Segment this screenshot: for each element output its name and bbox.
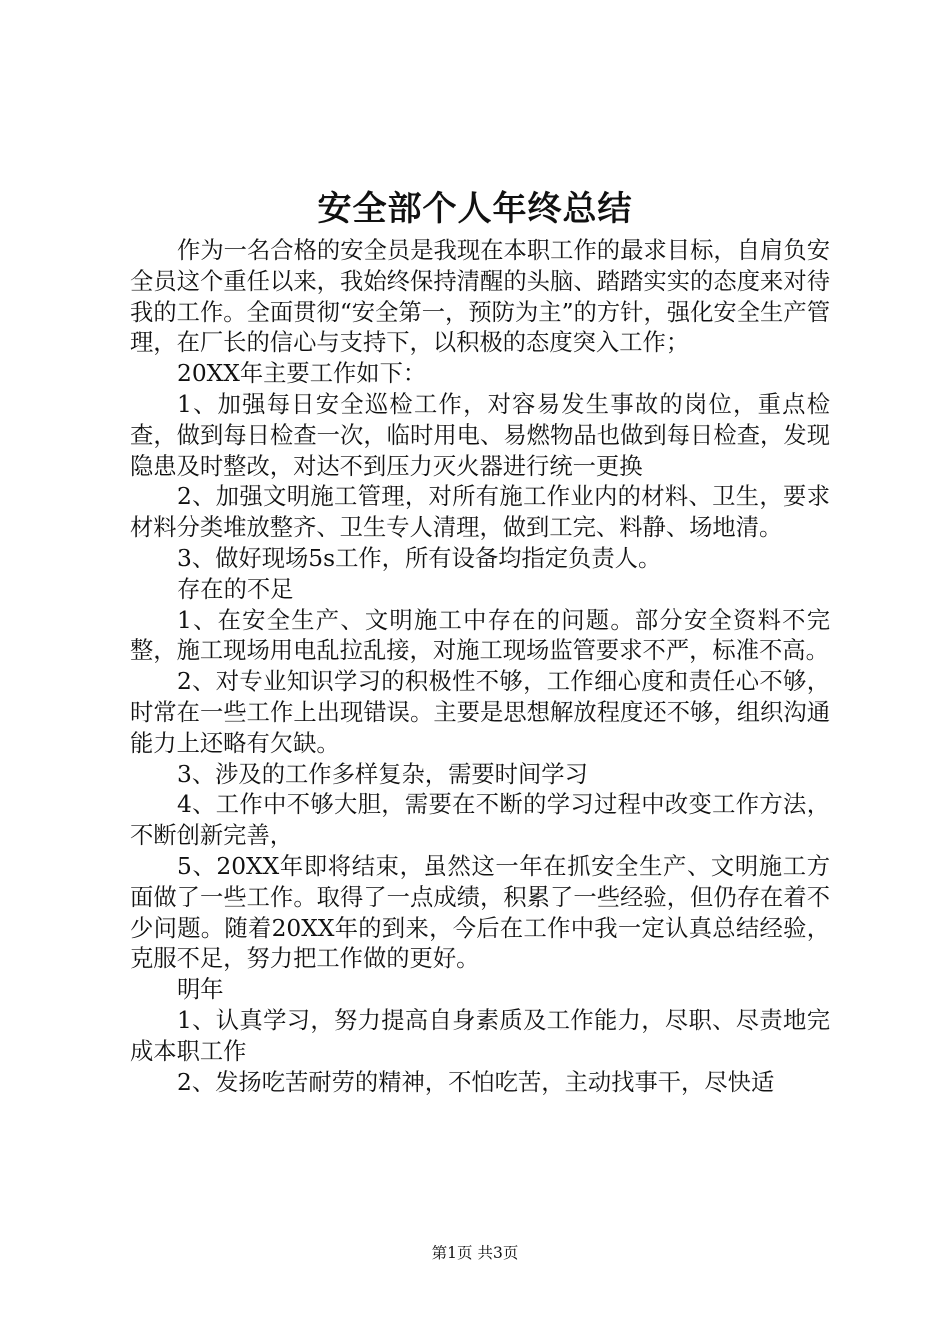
- paragraph-work-item-2: 2、加强文明施工管理，对所有施工作业内的材料、卫生，要求材料分类堆放整齐、卫生专人清理，做到工完、料静、场地清。: [130, 483, 830, 542]
- paragraph-intro: 作为一名合格的安全员是我现在本职工作的最求目标，自肩负安全员这个重任以来，我始终保持清醒的头脑、踏踏实实的态度来对待我的工作。全面贯彻“安全第一，预防为主”的方针，强化安全生产管理，在厂长的信心与支持下，以积极的态度突入工作；: [130, 237, 830, 357]
- paragraph-plan-1: 1、认真学习，努力提高自身素质及工作能力，尽职、尽责地完成本职工作: [130, 1006, 830, 1065]
- document-body: [130, 236, 830, 1098]
- paragraph-shortcoming-4: 4、工作中不够大胆，需要在不断的学习过程中改变工作方法，不断创新完善，: [130, 791, 830, 850]
- paragraph-work-item-3: 3、做好现场5s工作，所有设备均指定负责人。: [177, 544, 662, 572]
- paragraph-shortcomings-heading: 存在的不足: [177, 575, 294, 603]
- paragraph-main-work-heading: 20XX年主要工作如下：: [177, 360, 427, 388]
- document-title: 安全部个人年终总结: [317, 189, 633, 229]
- paragraph-shortcoming-2: 2、对专业知识学习的积极性不够，工作细心度和责任心不够，时常在一些工作上出现错误。主要是思想解放程度还不够，组织沟通能力上还略有欠缺。: [130, 668, 830, 757]
- paragraph-shortcoming-5: 5、20XX年即将结束，虽然这一年在抓安全生产、文明施工方面做了一些工作。取得了一点成绩，积累了一些经验，但仍存在着不少问题。随着20XX年的到来，今后在工作中我一定认真总结经验，克服不足，努力把工作做的更好。: [130, 852, 830, 973]
- paragraph-shortcoming-3: 3、涉及的工作多样复杂，需要时间学习: [177, 760, 588, 788]
- page-footer: 第1页 共3页: [431, 1244, 519, 1262]
- paragraph-shortcoming-1: 1、在安全生产、文明施工中存在的问题。部分安全资料不完整，施工现场用电乱拉乱接，对施工现场监管要求不严，标准不高。: [130, 606, 830, 665]
- paragraph-plan-2: 2、发扬吃苦耐劳的精神，不怕吃苦，主动找事干，尽快适: [177, 1068, 775, 1096]
- paragraph-work-item-1: 1、加强每日安全巡检工作，对容易发生事故的岗位，重点检查，做到每日检查一次，临时用电、易燃物品也做到每日检查，发现隐患及时整改，对达不到压力灭火器进行统一更换: [130, 390, 830, 480]
- paragraph-next-year-heading: 明年: [177, 976, 224, 1004]
